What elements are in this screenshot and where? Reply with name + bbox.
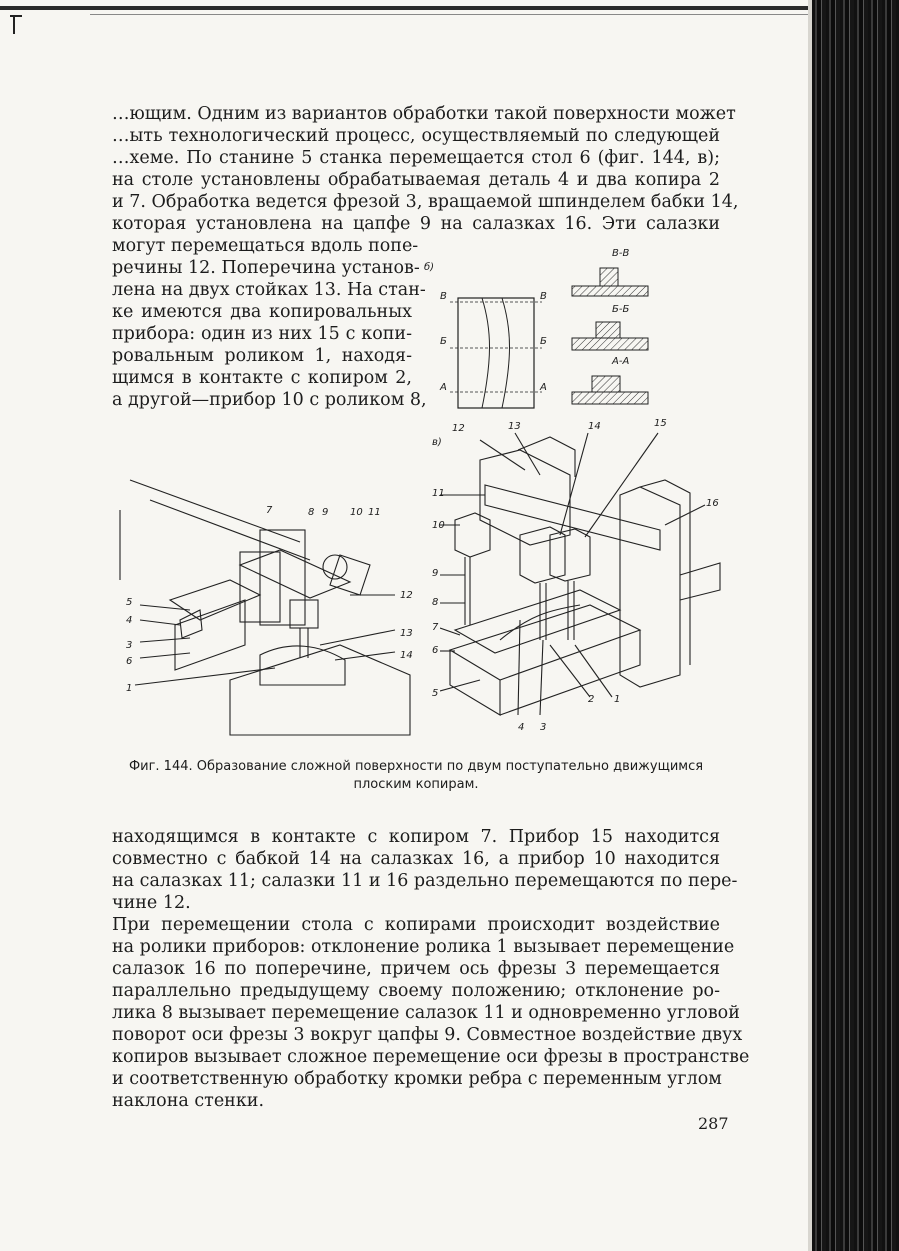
figure-panel-b bbox=[430, 240, 670, 415]
part-number: 10 bbox=[350, 507, 363, 518]
side-label: Б bbox=[540, 336, 547, 347]
figure-caption: плоским копирам. bbox=[353, 777, 479, 792]
side-label: А bbox=[440, 382, 447, 393]
text-line: чине 12. bbox=[112, 893, 191, 913]
text-line: …хеме. По станине 5 станка перемещается стол 6 (фиг. 144, в); bbox=[112, 148, 720, 168]
part-number: 3 bbox=[540, 722, 547, 733]
side-label: В bbox=[440, 291, 447, 302]
text-line: копиров вызывает сложное перемещение оси фрезы в пространстве bbox=[112, 1047, 750, 1067]
text-line: При перемещении стола с копирами происходит воздействие bbox=[112, 915, 720, 935]
page-number: 287 bbox=[698, 1114, 729, 1133]
side-label: А bbox=[540, 382, 547, 393]
part-number: 10 bbox=[432, 520, 445, 531]
text-line: и соответственную обработку кромки ребра с переменным углом bbox=[112, 1069, 722, 1089]
text-line: наклона стенки. bbox=[112, 1091, 265, 1111]
scan-dark-edge bbox=[812, 0, 899, 1251]
part-number: 1 bbox=[126, 683, 133, 694]
text-line: которая установлена на цапфе 9 на салазках 16. Эти салазки bbox=[112, 214, 720, 234]
figure-machine-right bbox=[440, 425, 725, 735]
side-label: В bbox=[540, 291, 547, 302]
text-line: могут перемещаться вдоль попе- bbox=[112, 236, 419, 256]
page-edge-line bbox=[90, 14, 810, 15]
part-number: 7 bbox=[266, 505, 273, 516]
part-number: 12 bbox=[400, 590, 413, 601]
text-line: на столе установлены обрабатываемая деталь 4 и два копира 2 bbox=[112, 170, 720, 190]
figure-caption: Фиг. 144. Образование сложной поверхности по двум поступательно движущимся bbox=[128, 759, 704, 774]
text-line: поворот оси фрезы 3 вокруг цапфы 9. Совместное воздействие двух bbox=[112, 1025, 743, 1045]
text-line: прибора: один из них 15 с копи- bbox=[112, 324, 412, 344]
part-number: 12 bbox=[452, 423, 465, 434]
panel-label: б) bbox=[424, 262, 435, 273]
side-label: Б bbox=[440, 336, 447, 347]
part-number: 9 bbox=[322, 507, 329, 518]
part-number: 14 bbox=[400, 650, 413, 661]
part-number: 9 bbox=[432, 568, 439, 579]
text-line: на ролики приборов: отклонение ролика 1 вызывает перемещение bbox=[112, 937, 735, 957]
part-number: 5 bbox=[432, 688, 439, 699]
text-line: речины 12. Поперечина установ- bbox=[112, 258, 420, 278]
part-number: 8 bbox=[432, 597, 439, 608]
part-number: 13 bbox=[400, 628, 413, 639]
text-line: параллельно предыдущему своему положению; отклонение ро- bbox=[112, 981, 720, 1001]
section-label: А-А bbox=[612, 356, 630, 367]
part-number: 13 bbox=[508, 421, 521, 432]
panel-label: в) bbox=[432, 437, 442, 448]
part-number: 7 bbox=[432, 622, 439, 633]
part-number: 16 bbox=[706, 498, 719, 509]
part-number: 15 bbox=[654, 418, 667, 429]
text-line: ровальным роликом 1, находя- bbox=[112, 346, 412, 366]
part-number: 4 bbox=[126, 615, 133, 626]
part-number: 8 bbox=[308, 507, 315, 518]
part-number: 5 bbox=[126, 597, 133, 608]
text-line: находящимся в контакте с копиром 7. Прибор 15 находится bbox=[112, 827, 720, 847]
text-line: щимся в контакте с копиром 2, bbox=[112, 368, 412, 388]
text-line: совместно с бабкой 14 на салазках 16, а прибор 10 находится bbox=[112, 849, 720, 869]
part-number: 14 bbox=[588, 421, 601, 432]
text-line: лика 8 вызывает перемещение салазок 11 и одновременно угловой bbox=[112, 1003, 740, 1023]
part-number: 3 bbox=[126, 640, 133, 651]
text-line: салазок 16 по поперечине, причем ось фрезы 3 перемещается bbox=[112, 959, 720, 979]
text-line: лена на двух стойках 13. На стан- bbox=[112, 280, 426, 300]
part-number: 1 bbox=[614, 694, 621, 705]
section-label: Б-Б bbox=[612, 304, 630, 315]
part-number: 6 bbox=[126, 656, 133, 667]
part-number: 11 bbox=[368, 507, 381, 518]
text-line: на салазках 11; салазки 11 и 16 раздельно перемещаются по пере- bbox=[112, 871, 738, 891]
part-number: 4 bbox=[518, 722, 525, 733]
text-line: ке имеются два копировальных bbox=[112, 302, 412, 322]
page-edge bbox=[0, 6, 820, 10]
text-line: а другой—прибор 10 с роликом 8, bbox=[112, 390, 427, 410]
text-line: …ыть технологический процесс, осуществляемый по следующей bbox=[112, 126, 720, 146]
text-line: …ющим. Одним из вариантов обработки такой поверхности может bbox=[112, 104, 736, 124]
corner-mark bbox=[10, 14, 22, 34]
part-number: 11 bbox=[432, 488, 445, 499]
section-label: В-В bbox=[612, 248, 630, 259]
part-number: 2 bbox=[588, 694, 595, 705]
part-number: 6 bbox=[432, 645, 439, 656]
text-line: и 7. Обработка ведется фрезой 3, вращаемой шпинделем бабки 14, bbox=[112, 192, 739, 212]
